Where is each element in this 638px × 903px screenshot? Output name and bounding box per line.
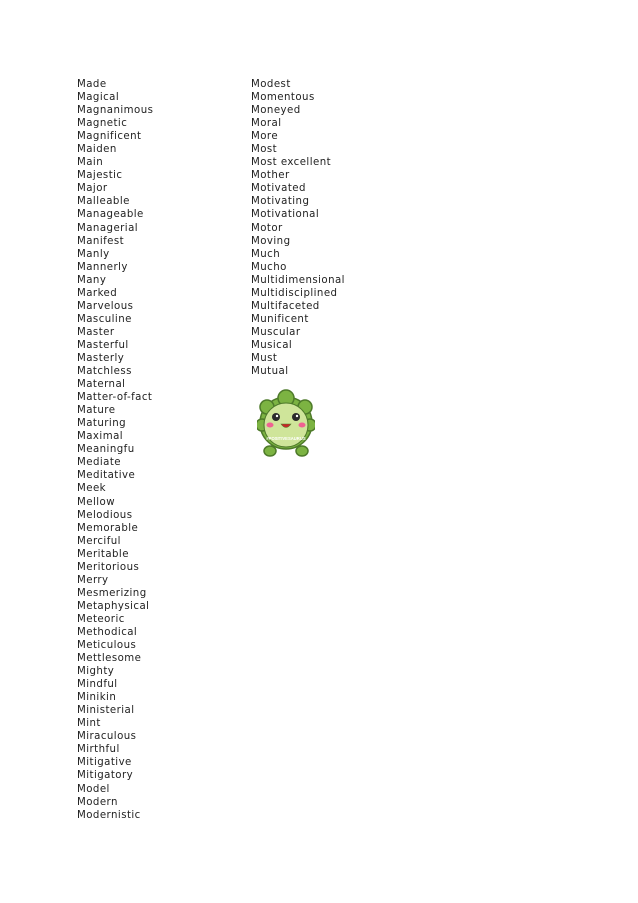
word-item: Must [251, 352, 278, 364]
word-item: Meritable [77, 548, 129, 560]
word-item: Muscular [251, 326, 301, 338]
word-item: Mutual [251, 366, 289, 378]
word-item: Maturing [77, 418, 127, 430]
word-item: Munificent [251, 313, 309, 325]
word-item: Mighty [77, 666, 115, 678]
word-item: Mature [77, 405, 116, 417]
word-item: Mindful [77, 679, 118, 691]
word-item: Multifaceted [251, 300, 320, 312]
word-item: Moneyed [251, 105, 301, 117]
word-item: Mellow [77, 496, 115, 508]
word-list-left [77, 78, 153, 822]
word-item: Many [77, 274, 107, 286]
word-item: Motivating [251, 196, 310, 208]
word-item: Meticulous [77, 640, 137, 652]
word-item: Most excellent [251, 157, 332, 169]
word-item: Magical [77, 92, 120, 104]
word-item: Magnificent [77, 131, 142, 143]
word-item: Major [77, 183, 108, 195]
word-item: Manifest [77, 235, 125, 247]
word-item: Multidisciplined [251, 287, 338, 299]
word-item: Ministerial [77, 705, 135, 717]
word-item: Moving [251, 235, 291, 247]
word-item: Made [77, 79, 107, 90]
word-item: Maiden [77, 144, 117, 156]
word-item: Meaningfu [77, 444, 135, 456]
word-item: Melodious [77, 509, 133, 521]
word-item: Moral [251, 118, 282, 130]
word-item: Modernistic [77, 809, 141, 821]
word-item: Model [77, 783, 110, 795]
word-item: Momentous [251, 92, 315, 104]
word-item: Methodical [77, 626, 138, 638]
word-item: Magnanimous [77, 105, 154, 117]
word-item: Manly [77, 248, 110, 260]
word-item: Modest [251, 79, 291, 90]
word-item: Magnetic [77, 118, 128, 130]
word-item: Multidimensional [251, 274, 345, 286]
word-item: Meek [77, 483, 107, 495]
word-item: Majestic [77, 170, 123, 182]
word-item: Mitigative [77, 757, 132, 769]
word-item: Mint [77, 718, 101, 730]
word-item: Mediate [77, 457, 122, 469]
word-item: Maternal [77, 379, 126, 391]
word-item: Meditative [77, 470, 136, 482]
word-item: Meritorious [77, 561, 140, 573]
word-item: Marvelous [77, 300, 134, 312]
word-item: Merciful [77, 535, 121, 547]
word-item: Mitigatory [77, 770, 134, 782]
word-item: Motor [251, 222, 283, 234]
word-item: Minikin [77, 692, 117, 704]
word-item: Motivational [251, 209, 320, 221]
word-item: Main [77, 157, 104, 169]
word-item: Masterly [77, 352, 125, 364]
word-item: Modern [77, 796, 118, 808]
word-item: Masterful [77, 339, 129, 351]
word-item: Mucho [251, 261, 287, 273]
word-item: Musical [251, 339, 293, 351]
positivesaurus-logo [257, 389, 315, 459]
word-item: Masculine [77, 313, 132, 325]
word-item: Metaphysical [77, 600, 150, 612]
word-item: Motivated [251, 183, 306, 195]
word-item: Master [77, 326, 115, 338]
word-item: Mannerly [77, 261, 128, 273]
word-item: Malleable [77, 196, 130, 208]
word-item: Miraculous [77, 731, 137, 743]
logo-text: #POSITIVESAURUS [266, 436, 306, 441]
word-item: Most [251, 144, 278, 156]
word-item: Marked [77, 287, 118, 299]
word-item: Merry [77, 574, 109, 586]
word-item: Much [251, 248, 281, 260]
word-item: Meteoric [77, 613, 125, 625]
word-item: Mesmerizing [77, 587, 147, 599]
word-list-right [251, 78, 345, 378]
word-item: Manageable [77, 209, 144, 221]
word-item: Managerial [77, 222, 139, 234]
word-item: More [251, 131, 279, 143]
word-item: Matchless [77, 366, 132, 378]
word-item: Memorable [77, 522, 139, 534]
word-item: Mirthful [77, 744, 120, 756]
word-item: Maximal [77, 431, 124, 443]
word-item: Mother [251, 170, 290, 182]
word-item: Matter-of-fact [77, 392, 153, 404]
word-item: Mettlesome [77, 653, 142, 665]
turtle-mascot-icon [257, 389, 315, 459]
